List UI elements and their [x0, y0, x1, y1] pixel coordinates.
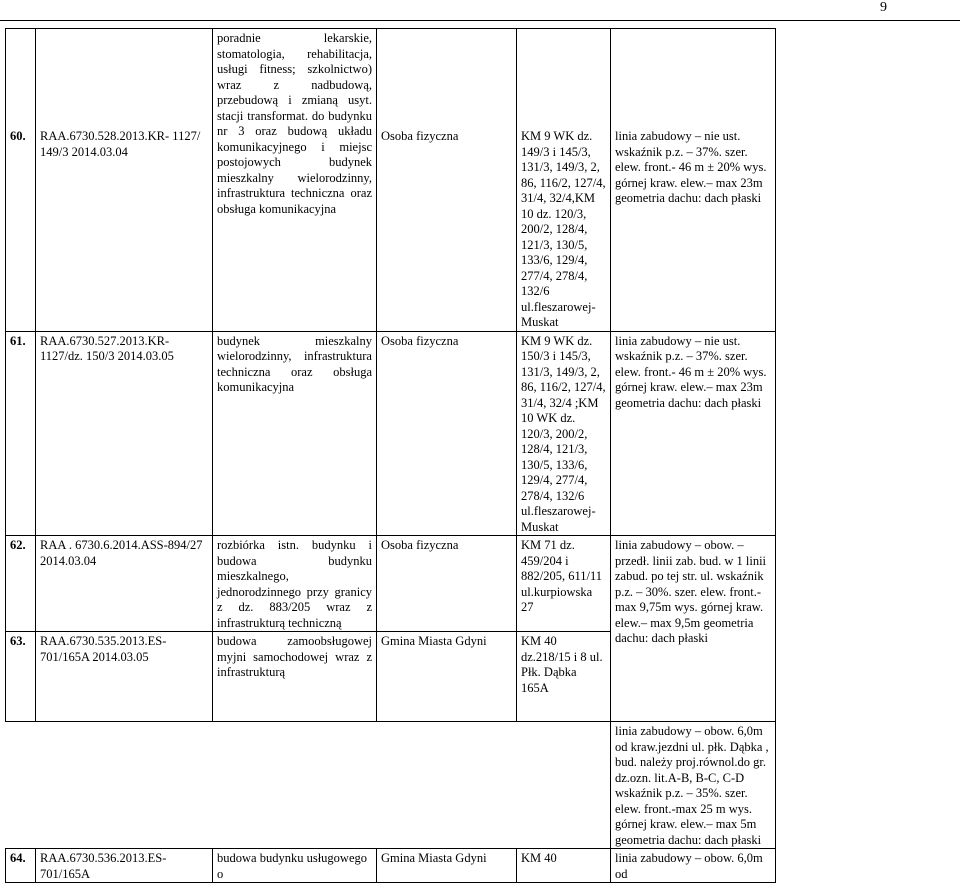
row-number: 62. [6, 536, 36, 632]
page-number: 9 [880, 0, 887, 15]
location: KM 71 dz. 459/204 i 882/205, 611/11 ul.kurpiowska 27 [517, 536, 611, 632]
location: KM 40 [517, 849, 611, 883]
parameters: linia zabudowy – nie ust. wskaźnik p.z. – 37%. szer. elew. front.- 46 m ± 20% wys. górnej kraw. elew.– max 23m geometria dachu: dach płaski [611, 331, 776, 536]
parameters: linia zabudowy – nie ust. wskaźnik p.z. – 37%. szer. elew. front.- 46 m ± 20% wys. górnej kraw. elew.– max 23m geometria dachu: dach płaski [611, 29, 776, 332]
investor: Osoba fizyczna [377, 331, 517, 536]
case-number: RAA.6730.527.2013.KR- 1127/dz. 150/3 2014.03.05 [36, 331, 213, 536]
location: KM 9 WK dz. 149/3 i 145/3, 131/3, 149/3, 2, 86, 116/2, 127/4, 31/4, 32/4,KM 10 dz. 120/3, 200/2, 128/4, 121/3, 130/5, 133/6, 129/4, 277/4, 278/4, 132/6 ul.fleszarowej-Muskat [517, 29, 611, 332]
investor: Osoba fizyczna [377, 29, 517, 332]
case-number: RAA.6730.536.2013.ES-701/165A [36, 849, 213, 883]
top-rule [0, 20, 960, 21]
scope-description: budynek mieszkalny wielorodzinny, infrastruktura techniczna oraz obsługa komunikacyjna [213, 331, 377, 536]
table-row [6, 331, 776, 536]
scope-description: poradnie lekarskie, stomatologia, rehabilitacja, usługi fitness; szkolnictwo) wraz z nadbudową, przebudową i zmianą usyt. stacji transformat. do budynku nr 3 oraz budową układu komunikacyjnego i miejsc postojowych budynek mieszkalny wielorodzinny, infrastruktura techniczna oraz obsługa komunikacyjna [213, 29, 377, 332]
table-row [6, 536, 776, 632]
location: KM 40 dz.218/15 i 8 ul. Płk. Dąbka 165A [517, 632, 611, 722]
row-number: 63. [6, 632, 36, 722]
parameters: linia zabudowy – obow. 6,0m od [611, 849, 776, 883]
parameters: linia zabudowy – obow. – przedł. linii zab. bud. w 1 linii zabud. po tej str. ul. wskaźnik p.z. – 30%. szer. elew. front.- max 9,75m wys. górnej kraw. elew.– max 9,5m geometria dachu: dach płaski [611, 536, 776, 722]
parameters: linia zabudowy – obow. 6,0m od kraw.jezdni ul. płk. Dąbka , bud. należy proj.równol.do gr. dz.ozn. lit.A-B, B-C, C-D wskaźnik p.z. – 35%. szer. elew. front.-max 25 m wys. górnej kraw. elew.– max 5m geometria dachu: dach płaski [611, 722, 776, 849]
row-number: 64. [6, 849, 36, 883]
location: KM 9 WK dz. 150/3 i 145/3, 131/3, 149/3, 2, 86, 116/2, 127/4, 31/4, 32/4 ;KM 10 WK dz. 120/3, 200/2, 128/4, 121/3, 130/5, 133/6, 129/4, 277/4, 278/4, 132/6 ul.fleszarowej-Muskat [517, 331, 611, 536]
case-number: RAA.6730.535.2013.ES-701/165A 2014.03.05 [36, 632, 213, 722]
case-number: RAA . 6730.6.2014.ASS-894/27 2014.03.04 [36, 536, 213, 632]
case-number: RAA.6730.528.2013.KR- 1127/ 149/3 2014.03.04 [36, 29, 213, 332]
row-number: 61. [6, 331, 36, 536]
investor: Gmina Miasta Gdyni [377, 849, 517, 883]
scope-description: budowa zamoobsługowej myjni samochodowej wraz z infrastrukturą [213, 632, 377, 722]
scope-description: budowa budynku usługowego o [213, 849, 377, 883]
investor: Gmina Miasta Gdyni [377, 632, 517, 722]
table-row [6, 29, 776, 332]
table-row-continuation [6, 722, 776, 849]
table-row [6, 849, 776, 883]
row-number: 60. [6, 29, 36, 332]
scope-description: rozbiórka istn. budynku i budowa budynku mieszkalnego, jednorodzinnego przy granicy z dz. 883/205 wraz z infrastrukturą techniczną [213, 536, 377, 632]
investor: Osoba fizyczna [377, 536, 517, 632]
decisions-table [5, 28, 776, 883]
